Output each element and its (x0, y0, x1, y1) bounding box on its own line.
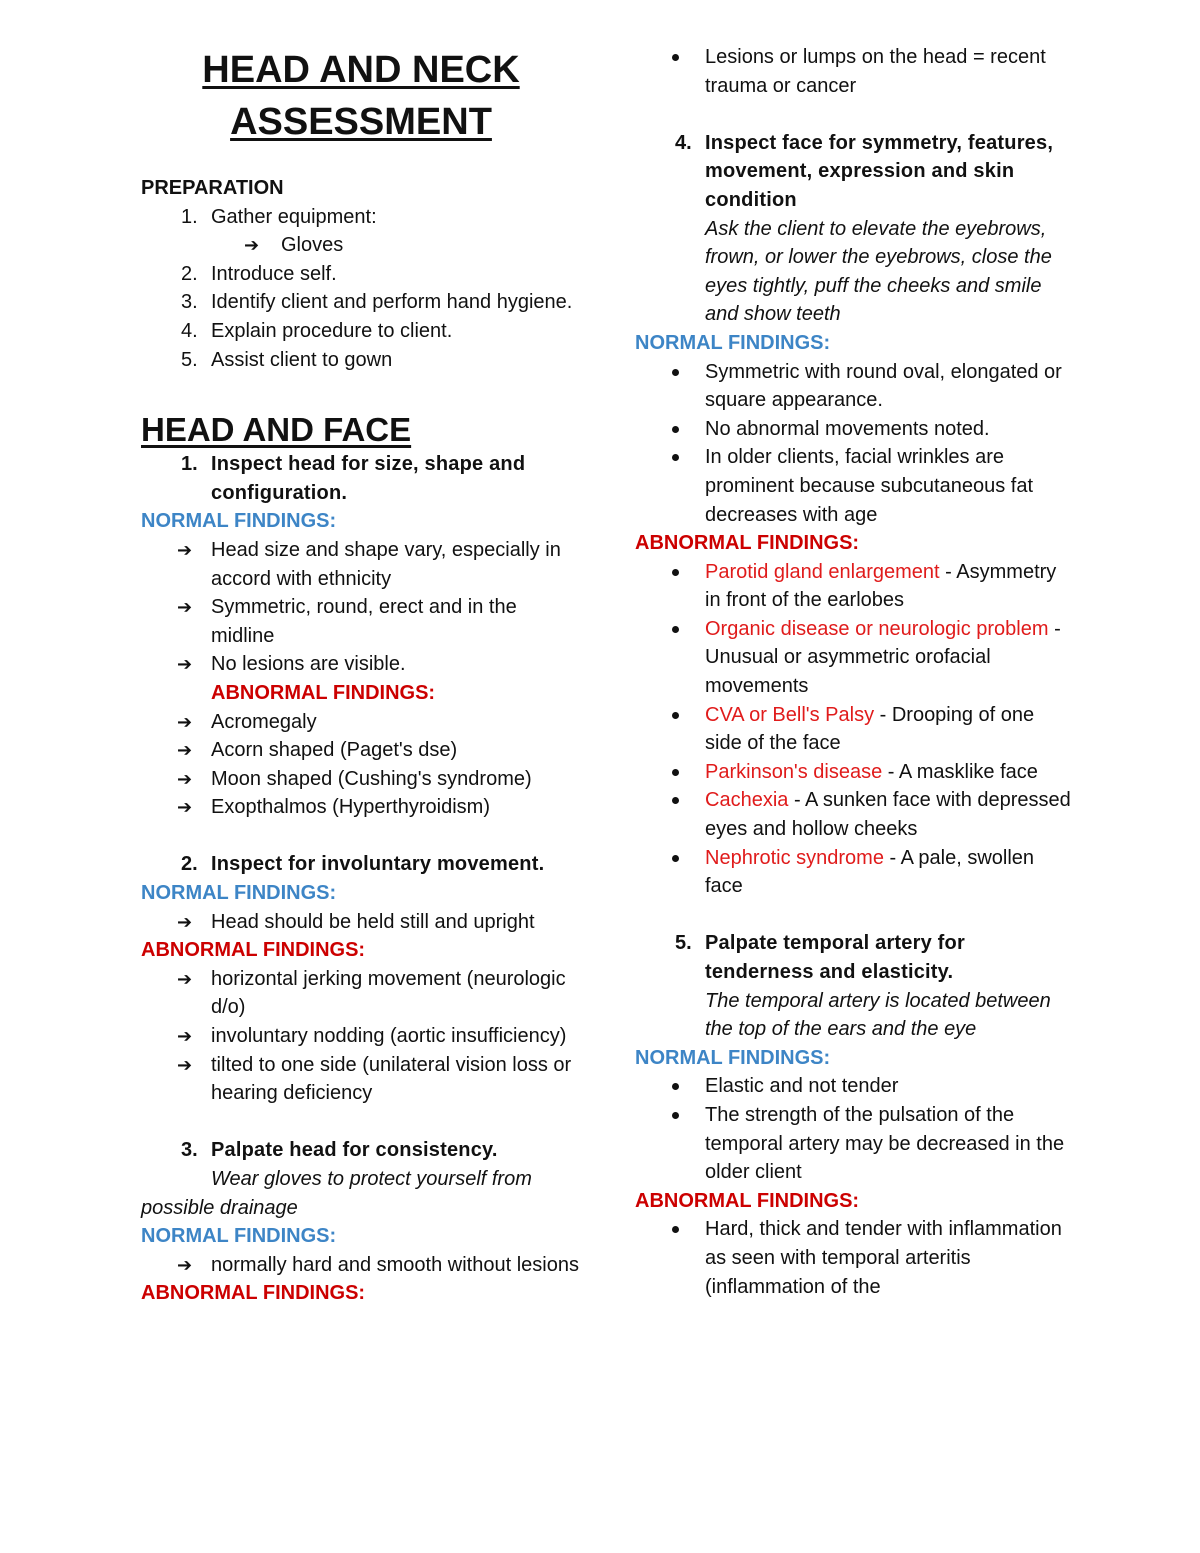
bullet-icon (635, 701, 705, 758)
arrow-icon (141, 1022, 211, 1051)
normal-findings-label: NORMAL FINDINGS: (141, 882, 337, 905)
list-item: ➔ involuntary nodding (aortic insufficiency) (141, 1022, 581, 1051)
item-2-title: 2. Inspect for involuntary movement. (181, 853, 545, 876)
list-item: ➔ Acromegaly (141, 708, 581, 737)
list-item: Lesions or lumps on the head = recent trauma or cancer (635, 43, 1075, 100)
abnormal-findings-label: ABNORMAL FINDINGS: (635, 532, 860, 555)
list-item: Symmetric with round oval, elongated or square appearance. (635, 358, 1075, 415)
bullet-icon (635, 358, 705, 415)
item-3-note: Wear gloves to protect yourself from possible drainage (141, 1168, 532, 1219)
abnormal-findings-label: ABNORMAL FINDINGS: (141, 939, 366, 962)
list-item: ➔ Symmetric, round, erect and in the midline (141, 593, 581, 650)
normal-findings-label: NORMAL FINDINGS: (635, 331, 831, 354)
bullet-icon (635, 443, 705, 529)
right-column (635, 0, 1075, 1301)
bullet-icon (635, 758, 705, 787)
left-column (141, 0, 581, 1308)
prep-step: 1. Gather equipment: (181, 205, 377, 228)
prep-step: 5. Assist client to gown (181, 348, 393, 371)
list-item: ➔ No lesions are visible. (141, 650, 581, 679)
arrow-icon (141, 736, 211, 765)
list-item: ➔ horizontal jerking movement (neurologic d/o) (141, 965, 581, 1022)
arrow-icon (141, 765, 211, 794)
bullet-icon (635, 615, 705, 701)
arrow-icon (141, 231, 281, 260)
bullet-icon (635, 786, 705, 843)
prep-equipment-item: ➔ Gloves (141, 231, 581, 260)
list-item: CVA or Bell's Palsy - Drooping of one side of the face (635, 701, 1075, 758)
item-3-title: 3. Palpate head for consistency. (181, 1139, 498, 1162)
list-item: ➔ normally hard and smooth without lesions (141, 1251, 581, 1280)
list-item: Organic disease or neurologic problem - Unusual or asymmetric orofacial movements (635, 615, 1075, 701)
arrow-icon (141, 908, 211, 937)
prep-step: 2. Introduce self. (181, 262, 337, 285)
bullet-icon (635, 415, 705, 444)
arrow-icon (141, 1051, 211, 1108)
abnormal-findings-label: ABNORMAL FINDINGS: (211, 681, 436, 704)
list-item: Cachexia - A sunken face with depressed eyes and hollow cheeks (635, 786, 1075, 843)
item-4-note: Ask the client to elevate the eyebrows, frown, or lower the eyebrows, close the eyes tightly, puff the cheeks and smile and show teeth (705, 217, 1052, 326)
bullet-icon (635, 1072, 705, 1101)
arrow-icon (141, 593, 211, 650)
head-face-heading: HEAD AND FACE (141, 411, 412, 449)
list-item: No abnormal movements noted. (635, 415, 1075, 444)
list-item: ➔ Acorn shaped (Paget's dse) (141, 736, 581, 765)
normal-findings-label: NORMAL FINDINGS: (635, 1046, 831, 1069)
item-1-title: 1. Inspect head for size, shape and configuration. (181, 453, 526, 504)
list-item: ➔ Head size and shape vary, especially in accord with ethnicity (141, 536, 581, 593)
list-item: The strength of the pulsation of the temporal artery may be decreased in the older client (635, 1101, 1075, 1187)
item-5-note: The temporal artery is located between the top of the ears and the eye (705, 989, 1051, 1041)
arrow-icon (141, 536, 211, 593)
abnormal-findings-label: ABNORMAL FINDINGS: (141, 1282, 366, 1305)
bullet-icon (635, 1101, 705, 1187)
list-item: Parotid gland enlargement - Asymmetry in front of the earlobes (635, 558, 1075, 615)
normal-findings-label: NORMAL FINDINGS: (141, 1225, 337, 1248)
bullet-icon (635, 558, 705, 615)
arrow-icon (141, 650, 211, 679)
bullet-icon (635, 844, 705, 901)
list-item: ➔ Exopthalmos (Hyperthyroidism) (141, 793, 581, 822)
list-item: ➔ Head should be held still and upright (141, 908, 581, 937)
list-item: ➔ tilted to one side (unilateral vision loss or hearing deficiency (141, 1051, 581, 1108)
prep-step: 4. Explain procedure to client. (181, 319, 453, 342)
arrow-icon (141, 965, 211, 1022)
abnormal-findings-label: ABNORMAL FINDINGS: (635, 1189, 860, 1212)
bullet-icon (635, 43, 705, 100)
bullet-icon (635, 1215, 705, 1301)
list-item: Nephrotic syndrome - A pale, swollen face (635, 844, 1075, 901)
item-4-title: 4. Inspect face for symmetry, features, movement, expression and skin condition (675, 131, 1054, 211)
list-item: ➔ Moon shaped (Cushing's syndrome) (141, 765, 581, 794)
item-5-title: 5. Palpate temporal artery for tenderness and elasticity. (675, 932, 965, 983)
list-item: Hard, thick and tender with inflammation as seen with temporal arteritis (inflammation of the (635, 1215, 1075, 1301)
prep-step: 3. Identify client and perform hand hygiene. (181, 291, 573, 314)
list-item: In older clients, facial wrinkles are prominent because subcutaneous fat decreases with age (635, 443, 1075, 529)
list-item: Parkinson's disease - A masklike face (635, 758, 1075, 787)
document-title-line2: ASSESSMENT (230, 101, 492, 143)
document-title-line1: HEAD AND NECK (202, 49, 520, 91)
normal-findings-label: NORMAL FINDINGS: (141, 510, 337, 533)
arrow-icon (141, 708, 211, 737)
list-item: Elastic and not tender (635, 1072, 1075, 1101)
arrow-icon (141, 793, 211, 822)
arrow-icon (141, 1251, 211, 1280)
preparation-heading: PREPARATION (141, 177, 284, 199)
